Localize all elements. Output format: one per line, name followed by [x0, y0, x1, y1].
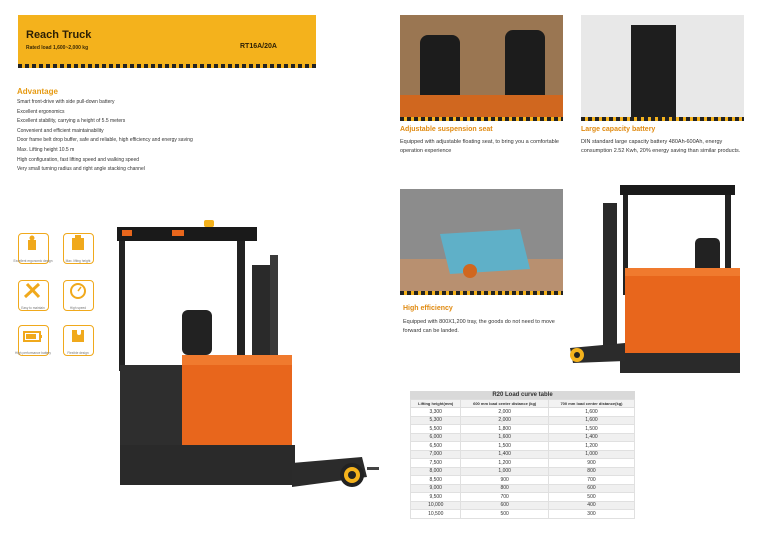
header-band	[18, 15, 316, 64]
battery-text: DIN standard large capacity battery 480Ah-600Ah, energy consumption 2.52 Kwh, 20% energy saving than similar products.	[581, 139, 741, 154]
table-cell: 1,400	[548, 433, 634, 442]
table-row	[411, 493, 635, 502]
table-cell: 2,000	[461, 416, 549, 425]
table-cell: 1,500	[548, 425, 634, 434]
efficiency-text: Equipped with 800X1,200 tray, the goods do not need to move forward can be landed.	[403, 319, 555, 334]
table-cell: 7,000	[411, 450, 461, 459]
table-cell: 10,000	[411, 501, 461, 510]
load-curve-table	[410, 391, 635, 519]
table-cell: 6,000	[411, 433, 461, 442]
table-cell: 8,000	[411, 467, 461, 476]
table-cell: 2,000	[461, 408, 549, 417]
table-cell: 700	[548, 476, 634, 485]
table-cell: 500	[461, 510, 549, 519]
table-cell: 1,200	[461, 459, 549, 468]
table-row	[411, 416, 635, 425]
hazard-stripe	[400, 117, 563, 121]
table-row	[411, 484, 635, 493]
table-row	[411, 467, 635, 476]
table-cell: 400	[548, 501, 634, 510]
advantage-list	[17, 98, 193, 175]
table-row	[411, 408, 635, 417]
table-cell: 300	[548, 510, 634, 519]
seat-text: Equipped with adjustable floating seat, to bring you a comfortable operation experience	[400, 139, 559, 154]
table-cell: 6,500	[411, 442, 461, 451]
efficiency-photo	[400, 189, 563, 291]
puzzle-icon: Flexible design	[63, 325, 94, 356]
reach-truck-illustration	[112, 215, 382, 505]
table-row	[411, 476, 635, 485]
efficiency-title: High efficiency	[403, 305, 453, 312]
table-cell: 5,500	[411, 425, 461, 434]
seat-title: Adjustable suspension seat	[400, 126, 493, 133]
table-cell: 1,200	[548, 442, 634, 451]
table-row	[411, 459, 635, 468]
list-item: Excellent stability, carrying a height of 5.5 meters	[17, 118, 126, 125]
list-item: Excellent ergonomics	[17, 108, 65, 115]
table-cell: 1,800	[461, 425, 549, 434]
battery-photo	[581, 15, 744, 117]
table-title: R20 Load curve table	[410, 391, 635, 399]
table-row	[411, 425, 635, 434]
table-header: 600 mm load center distance (kg)	[461, 400, 549, 408]
hazard-stripe	[400, 291, 563, 295]
table-cell: 9,000	[411, 484, 461, 493]
hazard-stripe	[18, 64, 316, 68]
table-cell: 500	[548, 493, 634, 502]
reach-truck-side-illustration	[565, 183, 745, 383]
battery-title: Large capacity battery	[581, 126, 656, 133]
table-cell: 800	[461, 484, 549, 493]
lifting-icon: Max. lifting height	[63, 233, 94, 264]
table-cell: 3,300	[411, 408, 461, 417]
list-item: Convenient and efficient maintainability	[17, 127, 104, 134]
table-row	[411, 510, 635, 519]
table-cell: 1,600	[461, 433, 549, 442]
hazard-stripe	[581, 117, 744, 121]
table-body	[411, 408, 635, 519]
table-cell: 1,600	[548, 416, 634, 425]
advantage-title: Advantage	[17, 87, 58, 96]
table-header: 700 mm load center distance(kg)	[548, 400, 634, 408]
table-cell: 900	[461, 476, 549, 485]
table-cell: 8,500	[411, 476, 461, 485]
table-cell: 9,500	[411, 493, 461, 502]
rated-load: Rated load 1,600~2,000 kg	[26, 45, 89, 51]
list-item: Door frame belt drop buffer, safe and reliable, high efficiency and energy saving	[17, 137, 193, 144]
table-header: Lifting height(mm)	[411, 400, 461, 408]
page-title: Reach Truck	[26, 29, 92, 41]
table-cell: 7,500	[411, 459, 461, 468]
table-cell: 900	[548, 459, 634, 468]
list-item: High configuration, fast lifting speed and walking speed	[17, 156, 140, 163]
table-cell: 700	[461, 493, 549, 502]
table-cell: 5,300	[411, 416, 461, 425]
table-row	[411, 433, 635, 442]
table-cell: 600	[548, 484, 634, 493]
table-cell: 800	[548, 467, 634, 476]
seat-photo	[400, 15, 563, 117]
table-cell: 1,400	[461, 450, 549, 459]
list-item: Max. Lifting height 10.5 m	[17, 146, 75, 153]
speed-icon: High speed	[63, 280, 94, 311]
table-row	[411, 450, 635, 459]
table-cell: 1,500	[461, 442, 549, 451]
table-cell: 1,600	[548, 408, 634, 417]
battery-icon: High performance battery	[18, 325, 49, 356]
list-item: Very small turning radius and right angle stacking channel	[17, 166, 145, 173]
model-number: RT16A/20A	[240, 43, 277, 50]
table-cell: 10,500	[411, 510, 461, 519]
table-cell: 1,000	[548, 450, 634, 459]
table-row	[411, 501, 635, 510]
maintenance-icon: Easy to maintain	[18, 280, 49, 311]
table-cell: 600	[461, 501, 549, 510]
ergonomic-icon: Excellent ergonomic design	[18, 233, 49, 264]
list-item: Smart front-drive with side pull-down battery	[17, 99, 115, 105]
table-cell: 1,000	[461, 467, 549, 476]
table-row	[411, 442, 635, 451]
